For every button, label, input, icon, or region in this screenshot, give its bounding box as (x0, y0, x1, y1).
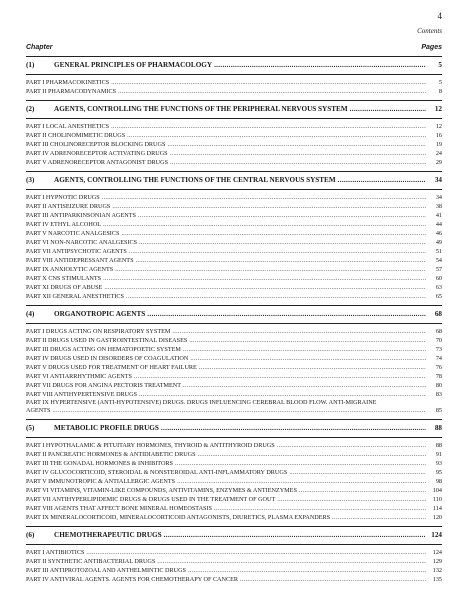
part-page: 91 (435, 451, 442, 458)
part-title: PART III CHOLINORECEPTOR BLOCKING DRUGS (26, 141, 166, 148)
part-entry[interactable] (26, 486, 442, 495)
part-page: 44 (435, 221, 442, 228)
dot-leader (350, 101, 426, 118)
part-page: 80 (435, 382, 442, 389)
dot-leader (118, 87, 426, 96)
part-entry[interactable] (26, 336, 442, 345)
toc-header (26, 44, 442, 56)
part-page: 63 (435, 284, 442, 291)
part-page: 85 (435, 407, 442, 414)
part-page: 120 (432, 514, 442, 521)
table-of-contents (26, 56, 442, 588)
part-title: PART V NARCOTIC ANALGESICS (26, 230, 120, 237)
dot-leader (299, 486, 426, 495)
part-title: PART VI VITAMINS, VITAMIN-LIKE COMPOUNDS, ANTIVITAMINS, ENZYMES & ANTIENZYMES (26, 487, 297, 494)
dot-leader (198, 450, 426, 459)
part-entry[interactable] (26, 390, 442, 399)
part-entry[interactable] (26, 495, 442, 504)
part-entry[interactable] (26, 193, 442, 202)
part-page: 38 (435, 203, 442, 210)
dot-leader (138, 211, 426, 220)
dot-leader (103, 220, 426, 229)
part-entry[interactable] (26, 557, 442, 566)
chapter-page: 124 (431, 531, 442, 539)
part-title: PART VI ANTIARRHYTHMIC AGENTS (26, 373, 132, 380)
chapter-number: (1) (26, 61, 35, 69)
dot-leader (134, 372, 426, 381)
dot-leader (175, 459, 426, 468)
part-page: 104 (432, 487, 442, 494)
chapter-title: CHEMOTHERAPEUTIC DRUGS (54, 531, 162, 539)
part-page: 5 (438, 79, 442, 86)
part-page: 51 (435, 248, 442, 255)
dot-leader (86, 548, 426, 557)
dot-leader (129, 247, 426, 256)
part-title: PART I LOCAL ANESTHETICS (26, 123, 110, 130)
part-entry[interactable] (26, 149, 442, 158)
part-entry[interactable] (26, 211, 442, 220)
part-page: 83 (435, 391, 442, 398)
dot-leader (147, 306, 426, 323)
part-title: PART V IMMUNOTROPIC & ANTIALLERGIC AGENTS (26, 478, 176, 485)
part-title: PART I HYPNOTIC DRUGS (26, 194, 100, 201)
part-title: PART XI DRUGS OF ABUSE (26, 284, 103, 291)
part-entry[interactable] (26, 441, 442, 450)
part-entry[interactable] (26, 283, 442, 292)
chapter-entry[interactable] (26, 57, 442, 74)
dot-leader (289, 468, 426, 477)
part-entry[interactable] (26, 122, 442, 131)
part-page: 12 (435, 123, 442, 130)
chapter-entry[interactable] (26, 527, 442, 544)
dot-leader (199, 363, 426, 372)
part-title: PART III THE GONADAL HORMONES & INHIBITORS (26, 460, 173, 467)
part-page: 16 (435, 132, 442, 139)
chapter-entry[interactable] (26, 172, 442, 189)
dot-leader (338, 172, 426, 189)
dot-leader (183, 345, 426, 354)
chapter-page: 34 (434, 176, 442, 184)
dot-leader (127, 131, 426, 140)
chapter-number: (3) (26, 176, 35, 184)
dot-leader (277, 441, 426, 450)
part-title: PART IV DRUGS USED IN DISORDERS OF COAGULATION (26, 355, 189, 362)
chapter-number: (2) (26, 105, 35, 113)
part-title: PART VI NON-NARCOTIC ANALGESICS (26, 239, 138, 246)
part-entry[interactable] (26, 566, 442, 575)
part-title: PART VIII ANTIHYPERTENSIVE DRUGS (26, 391, 138, 398)
part-page: 129 (432, 558, 442, 565)
part-page: 95 (435, 469, 442, 476)
part-page: 19 (435, 141, 442, 148)
part-page: 46 (435, 230, 442, 237)
part-title: PART VII DRUGS FOR ANGINA PECTORIS TREATMENT (26, 382, 182, 389)
part-page: 29 (435, 159, 442, 166)
part-title: PART XII GENERAL ANESTHETICS (26, 293, 124, 300)
dot-leader (111, 122, 426, 131)
part-page: 124 (432, 549, 442, 556)
part-title: PART IX ANXIOLYTIC AGENTS (26, 266, 114, 273)
dot-leader (139, 390, 426, 399)
part-title-continued: AGENTS (26, 407, 51, 414)
part-title: PART II CHOLINOMIMETIC DRUGS (26, 132, 126, 139)
part-title: PART I DRUGS ACTING ON RESPIRATORY SYSTEM (26, 328, 171, 335)
dot-leader (277, 495, 426, 504)
part-page: 93 (435, 460, 442, 467)
part-entry[interactable] (26, 504, 442, 513)
dot-leader (164, 527, 426, 544)
dot-leader (177, 477, 426, 486)
part-page: 73 (435, 346, 442, 353)
chapter-number: (4) (26, 310, 35, 318)
part-list (26, 324, 442, 419)
part-page: 78 (435, 373, 442, 380)
part-page: 132 (432, 567, 442, 574)
part-entry[interactable] (26, 513, 442, 522)
part-list (26, 438, 442, 526)
part-entry[interactable] (26, 381, 442, 390)
part-entry[interactable] (26, 265, 442, 274)
part-title: PART III DRUGS ACTING ON HEMATOPOETIC SYSTEM (26, 346, 181, 353)
part-list (26, 75, 442, 100)
part-title: PART IX MINERALOCORTICOID, MINERALOCORTICOID ANTAGONISTS, DIURETICS, PLASMA EXPANDERS (26, 514, 331, 521)
chapter-number: (6) (26, 531, 35, 539)
part-entry[interactable] (26, 131, 442, 140)
part-title: PART III ANTIPARKINSONIAN AGENTS (26, 212, 136, 219)
part-page: 88 (435, 442, 442, 449)
chapter-page: 12 (434, 105, 442, 113)
part-entry[interactable] (26, 247, 442, 256)
part-entry[interactable] (26, 548, 442, 557)
dot-leader (214, 504, 426, 513)
dot-leader (157, 557, 426, 566)
part-entry[interactable] (26, 78, 442, 87)
dot-leader (167, 140, 426, 149)
chapter-title: AGENTS, CONTROLLING THE FUNCTIONS OF THE CENTRAL NERVOUS SYSTEM (54, 176, 336, 184)
part-title: PART VIII ANTIDEPRESSANT AGENTS (26, 257, 134, 264)
part-list (26, 119, 442, 171)
dot-leader (111, 78, 426, 87)
dot-leader (172, 327, 426, 336)
dot-leader (183, 381, 426, 390)
section-label: Contents (417, 27, 442, 35)
part-entry[interactable] (26, 140, 442, 149)
part-title: PART IV ETHYL ALCOHOL (26, 221, 102, 228)
chapter-page: 68 (434, 310, 442, 318)
dot-leader (52, 407, 426, 415)
part-page: 135 (432, 576, 442, 583)
dot-leader (240, 575, 426, 584)
part-title: PART V DRUGS USED FOR TREATMENT OF HEART FAILURE (26, 364, 197, 371)
part-entry[interactable] (26, 87, 442, 96)
part-page: 57 (435, 266, 442, 273)
part-entry[interactable] (26, 459, 442, 468)
part-entry[interactable] (26, 256, 442, 265)
part-page: 8 (438, 88, 442, 95)
chapter-column-label: Chapter (26, 44, 53, 51)
part-title: PART I HYPOTHALAMIC & PITUITARY HORMONES, THYROID & ANTITHYROID DRUGS (26, 442, 275, 449)
dot-leader (170, 158, 426, 167)
part-page: 70 (435, 337, 442, 344)
part-entry[interactable] (26, 345, 442, 354)
part-page: 114 (432, 505, 442, 512)
part-title: PART II PANCREATIC HORMONES & ANTIDIABETIC DRUGS (26, 451, 196, 458)
chapter-title: GENERAL PRINCIPLES OF PHARMACOLOGY (54, 61, 213, 69)
part-title: PART X CNS STIMULANTS (26, 275, 102, 282)
part-entry[interactable] (26, 450, 442, 459)
part-entry[interactable] (26, 575, 442, 584)
dot-leader (126, 292, 426, 301)
part-page: 76 (435, 364, 442, 371)
part-title: PART VIII AGENTS THAT AFFECT BONE MINERAL HOMEOSTASIS (26, 505, 212, 512)
part-entry[interactable] (26, 238, 442, 247)
pages-column-label: Pages (421, 44, 442, 51)
part-title: PART VII ANTIPSYCHOTIC AGENTS (26, 248, 127, 255)
part-title: PART V ADRENORECEPTOR ANTAGONIST DRUGS (26, 159, 169, 166)
part-list (26, 545, 442, 588)
part-page: 65 (435, 293, 442, 300)
part-title: PART II ANTISEIZURE DRUGS (26, 203, 111, 210)
part-entry[interactable] (26, 363, 442, 372)
dot-leader (139, 238, 426, 247)
part-entry[interactable] (26, 274, 442, 283)
dot-leader (161, 420, 426, 437)
part-title: PART II SYNTHETIC ANTIBACTERIAL DRUGS (26, 558, 156, 565)
chapter-entry[interactable] (26, 420, 442, 437)
part-title: PART I PHARMACOKINETICS (26, 79, 110, 86)
dot-leader (170, 149, 426, 158)
page-number: 4 (437, 11, 442, 21)
dot-leader (136, 256, 426, 265)
part-entry[interactable] (26, 399, 442, 415)
dot-leader (121, 229, 426, 238)
dot-leader (189, 336, 426, 345)
part-list (26, 190, 442, 305)
part-title: PART VII ANTIHYPERLIPIDEMIC DRUGS & DRUGS USED IN THE TREATMENT OF GOUT (26, 496, 276, 503)
part-title: PART II DRUGS USED IN GASTROINTESTINAL DISEASES (26, 337, 188, 344)
chapter-title: ORGANOTROPIC AGENTS (54, 310, 146, 318)
dot-leader (104, 283, 426, 292)
chapter-entry[interactable] (26, 101, 442, 118)
part-entry[interactable] (26, 354, 442, 363)
part-title: PART III ANTIPROTOZOAL AND ANTHELMINTIC DRUGS (26, 567, 186, 574)
part-entry[interactable] (26, 158, 442, 167)
part-entry[interactable] (26, 477, 442, 486)
dot-leader (115, 265, 426, 274)
part-page: 34 (435, 194, 442, 201)
part-title: PART IV GLUCOCORTICOID, STEROIDAL & NONSTEROIDAL ANTI-INFLAMMATORY DRUGS (26, 469, 288, 476)
chapter-page: 88 (434, 424, 442, 432)
part-page: 60 (435, 275, 442, 282)
part-title: PART II PHARMACODYNAMICS (26, 88, 117, 95)
part-title: PART IV ADRENORECEPTOR ACTIVATING DRUGS (26, 150, 168, 157)
part-entry[interactable] (26, 327, 442, 336)
part-entry[interactable] (26, 468, 442, 477)
part-page: 74 (435, 355, 442, 362)
dot-leader (103, 274, 426, 283)
part-page: 54 (435, 257, 442, 264)
chapter-page: 5 (438, 61, 442, 69)
chapter-entry[interactable] (26, 306, 442, 323)
part-page: 49 (435, 239, 442, 246)
part-entry[interactable] (26, 229, 442, 238)
part-page: 68 (435, 328, 442, 335)
part-entry[interactable] (26, 202, 442, 211)
part-entry[interactable] (26, 372, 442, 381)
part-page: 41 (435, 212, 442, 219)
dot-leader (190, 354, 426, 363)
chapter-title: AGENTS, CONTROLLING THE FUNCTIONS OF THE PERIPHERAL NERVOUS SYSTEM (54, 105, 348, 113)
dot-leader (214, 57, 426, 74)
part-page: 24 (435, 150, 442, 157)
part-page: 110 (432, 496, 442, 503)
chapter-title: METABOLIC PROFILE DRUGS (54, 424, 159, 432)
part-entry[interactable] (26, 220, 442, 229)
dot-leader (332, 513, 426, 522)
chapter-number: (5) (26, 424, 35, 432)
part-entry[interactable] (26, 292, 442, 301)
part-title: PART IX HYPERTENSIVE (ANTI-HYPOTENSIVE) DRUGS. DRUGS INFLUENCING CEREBRAL BLOOD FLOW. ANTI-MIGRAINE (26, 399, 377, 406)
part-title: PART IV ANTIVIRAL AGENTS. AGENTS FOR CHEMOTHERAPY OF CANCER (26, 576, 239, 583)
dot-leader (102, 193, 426, 202)
dot-leader (188, 566, 426, 575)
part-title: PART I ANTIBIOTICS (26, 549, 85, 556)
dot-leader (112, 202, 426, 211)
part-page: 98 (435, 478, 442, 485)
